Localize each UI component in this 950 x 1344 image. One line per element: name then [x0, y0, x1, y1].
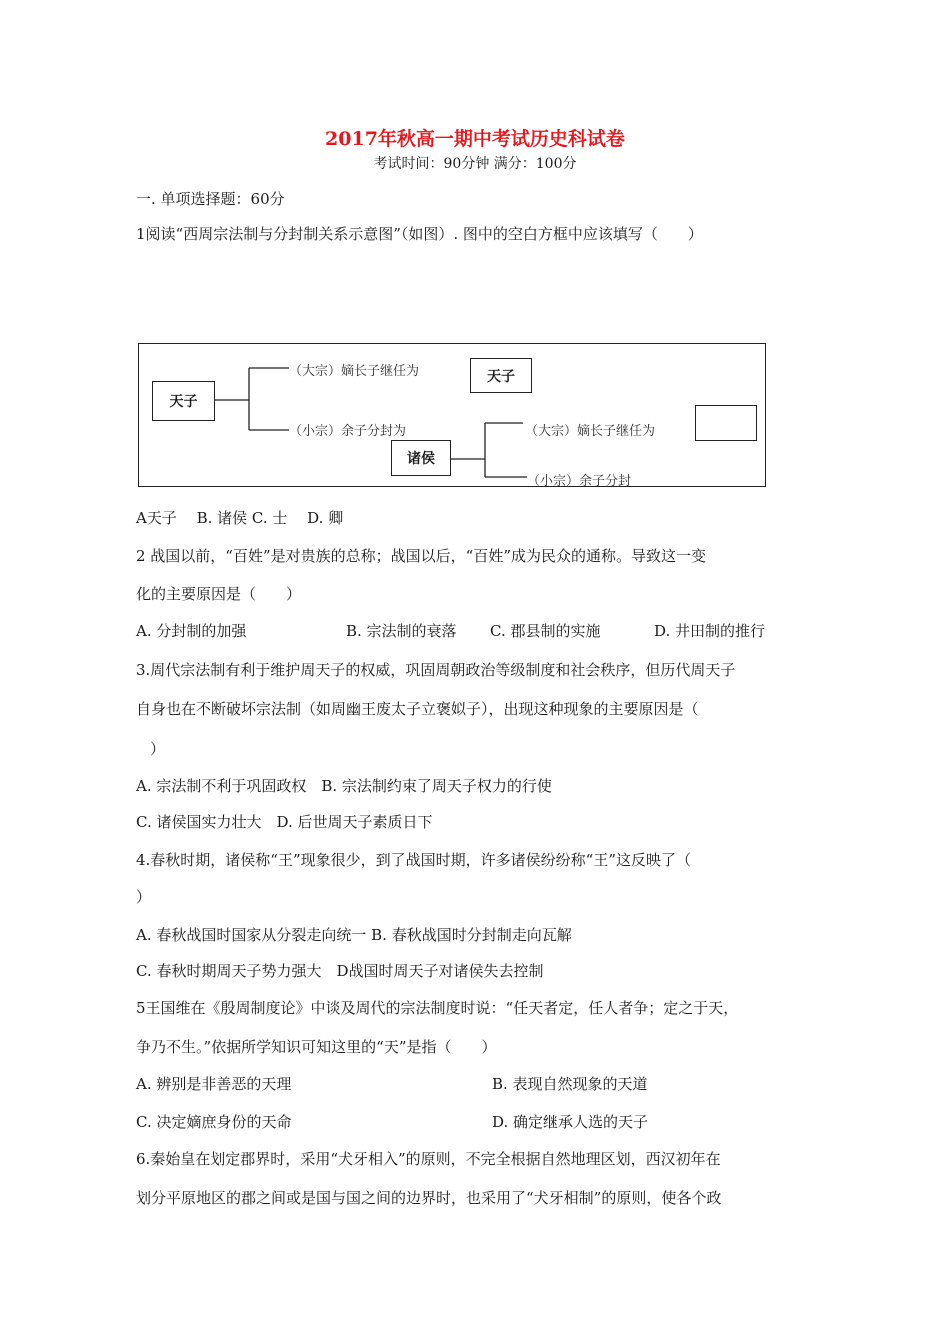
q5-stem-line1: 5王国维在《殷周制度论》中谈及周代的宗法制度时说：“任天者定，任人者争；定之于天，	[136, 999, 739, 1017]
diagram-box-tianzi-successor: 天子	[470, 358, 532, 393]
diagram-label-dazong-top: （大宗）嫡长子继任为	[289, 364, 420, 379]
q2-option-b: B. 宗法制的衰落	[346, 622, 457, 640]
q1-options: A天子 B. 诸侯 C. 士 D. 卿	[136, 509, 344, 527]
q3-stem-line3: ）	[150, 740, 166, 758]
q2-stem-line1: 2 战国以前，“百姓”是对贵族的总称；战国以后，“百姓”成为民众的通称。导致这一变	[136, 547, 706, 565]
q1-stem: 1阅读“西周宗法制与分封制关系示意图”（如图）. 图中的空白方框中应该填写（ ）	[136, 225, 703, 243]
q3-stem-line2: 自身也在不断破坏宗法制（如周幽王废太子立褒姒子），出现这种现象的主要原因是（	[136, 700, 699, 718]
q2-stem-line2: 化的主要原因是（ ）	[136, 585, 302, 603]
diagram-blank-box	[695, 405, 757, 441]
q6-stem-line2: 划分平原地区的郡之间或是国与国之间的边界时，也采用了“犬牙相制”的原则，使各个政	[136, 1189, 722, 1207]
q5-option-c: C. 决定嫡庶身份的天命	[136, 1113, 292, 1131]
diagram-label-dazong-right: （大宗）嫡长子继任为	[525, 424, 656, 439]
q2-option-a: A. 分封制的加强	[136, 622, 247, 640]
q5-stem-line2: 争乃不生。”依据所学知识可知这里的“天”是指（ ）	[136, 1038, 497, 1056]
q5-option-b: B. 表现自然现象的天道	[492, 1075, 648, 1093]
diagram-connector-lines	[139, 344, 767, 488]
q6-stem-line1: 6.秦始皇在划定郡界时，采用“犬牙相入”的原则，不完全根据自然地理区划，西汉初年在	[136, 1150, 721, 1168]
q4-options-line1: A. 春秋战国时国家从分裂走向统一 B. 春秋战国时分封制走向瓦解	[136, 926, 572, 944]
diagram-box-zhuhou: 诸侯	[391, 440, 451, 476]
zongfa-diagram	[138, 343, 766, 487]
q3-options-line1: A. 宗法制不利于巩固政权 B. 宗法制约束了周天子权力的行使	[136, 777, 552, 795]
diagram-label-xiaozong-right: （小宗）余子分封	[527, 474, 632, 489]
section-heading: 一. 单项选择题：60分	[136, 190, 285, 208]
q2-option-c: C. 郡县制的实施	[490, 622, 601, 640]
exam-title: 2017年秋高一期中考试历史科试卷	[325, 128, 625, 150]
q4-stem-line1: 4.春秋时期，诸侯称“王”现象很少，到了战国时期，许多诸侯纷纷称“王”这反映了（	[136, 851, 691, 869]
q4-stem-line2: ）	[136, 888, 152, 906]
q3-options-line2: C. 诸侯国实力壮大 D. 后世周天子素质日下	[136, 813, 433, 831]
diagram-label-xiaozong-mid: （小宗）余子分封为	[289, 424, 407, 439]
q3-stem-line1: 3.周代宗法制有利于维护周天子的权威，巩固周朝政治等级制度和社会秩序，但历代周天子	[136, 661, 736, 679]
q2-option-d: D. 井田制的推行	[654, 622, 766, 640]
q4-options-line2: C. 春秋时期周天子势力强大 D战国时周天子对诸侯失去控制	[136, 962, 544, 980]
exam-subtitle: 考试时间：90分钟 满分：100分	[373, 156, 577, 172]
diagram-box-tianzi: 天子	[152, 381, 215, 421]
q5-option-d: D. 确定继承人选的天子	[492, 1113, 649, 1131]
q5-option-a: A. 辨别是非善恶的天理	[136, 1075, 292, 1093]
